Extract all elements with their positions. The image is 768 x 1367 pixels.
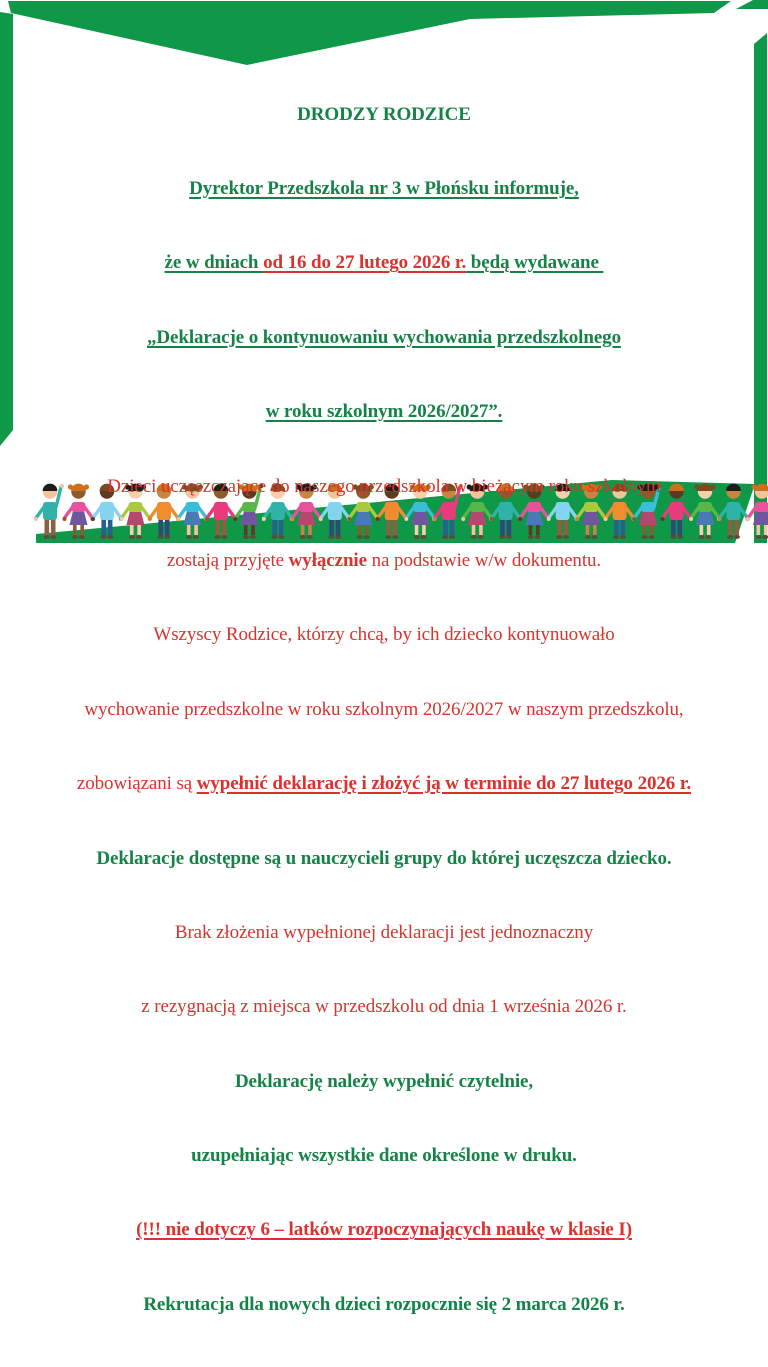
notice-line (14, 1218, 754, 1243)
notice-line: w roku szkolnym 2026/2027”. (265, 401, 503, 423)
notice-line: z rezygnacją z miejsca w przedszkolu od dnia 1 września 2026 r. (141, 996, 627, 1018)
notice-line: Deklaracje dostępne są u nauczycieli grupy do której uczęszcza dziecko. (96, 847, 672, 869)
date-range-text: od 16 do 27 lutego 2026 r. (263, 252, 467, 274)
right-border-strip (754, 33, 767, 543)
notice-line-heading (14, 103, 754, 128)
notice-line: uzupełniając wszystkie dane określone w druku. (191, 1145, 577, 1167)
notice-line: że w dniach od 16 do 27 lutego 2026 r. będą wydawane (164, 252, 604, 274)
deadline-text: wypełnić deklarację i złożyć ją w terminie do 27 lutego 2026 r. (196, 773, 692, 795)
notice-line: Wszyscy Rodzice, którzy chcą, by ich dziecko kontynuowało (153, 624, 615, 646)
announcement-text (14, 53, 754, 1367)
notice-line: Deklarację należy wypełnić czytelnie, (234, 1070, 534, 1092)
left-border-strip (0, 12, 13, 446)
recruitment-date-text: Rekrutacja dla nowych dzieci rozpocznie się 2 marca 2026 r. (143, 1293, 625, 1315)
heading-text: DRODZY RODZICE (297, 103, 471, 125)
notice-line (14, 1293, 754, 1318)
top-right-corner-shape (736, 0, 768, 9)
notice-line: zobowiązani są wypełnić deklarację i złożyć ją w terminie do 27 lutego 2026 r. (76, 773, 692, 795)
notice-line: wychowanie przedszkolne w roku szkolnym 2026/2027 w naszym przedszkolu, (84, 698, 684, 720)
notice-line: Dzieci uczęszczające do naszego przedszkola w bieżącym roku szkolnym (107, 475, 661, 497)
notice-line: Dyrektor Przedszkola nr 3 w Płońsku informuje, (189, 177, 579, 199)
notice-line: zostają przyjęte wyłącznie na podstawie w/w dokumentu. (166, 549, 602, 571)
exception-note-text: (!!! nie dotyczy 6 – latków rozpoczynających naukę w klasie I) (136, 1219, 632, 1241)
notice-line: Brak złożenia wypełnionej deklaracji jest jednoznaczny (174, 921, 594, 943)
notice-line: „Deklaracje o kontynuowaniu wychowania przedszkolnego (147, 326, 621, 348)
